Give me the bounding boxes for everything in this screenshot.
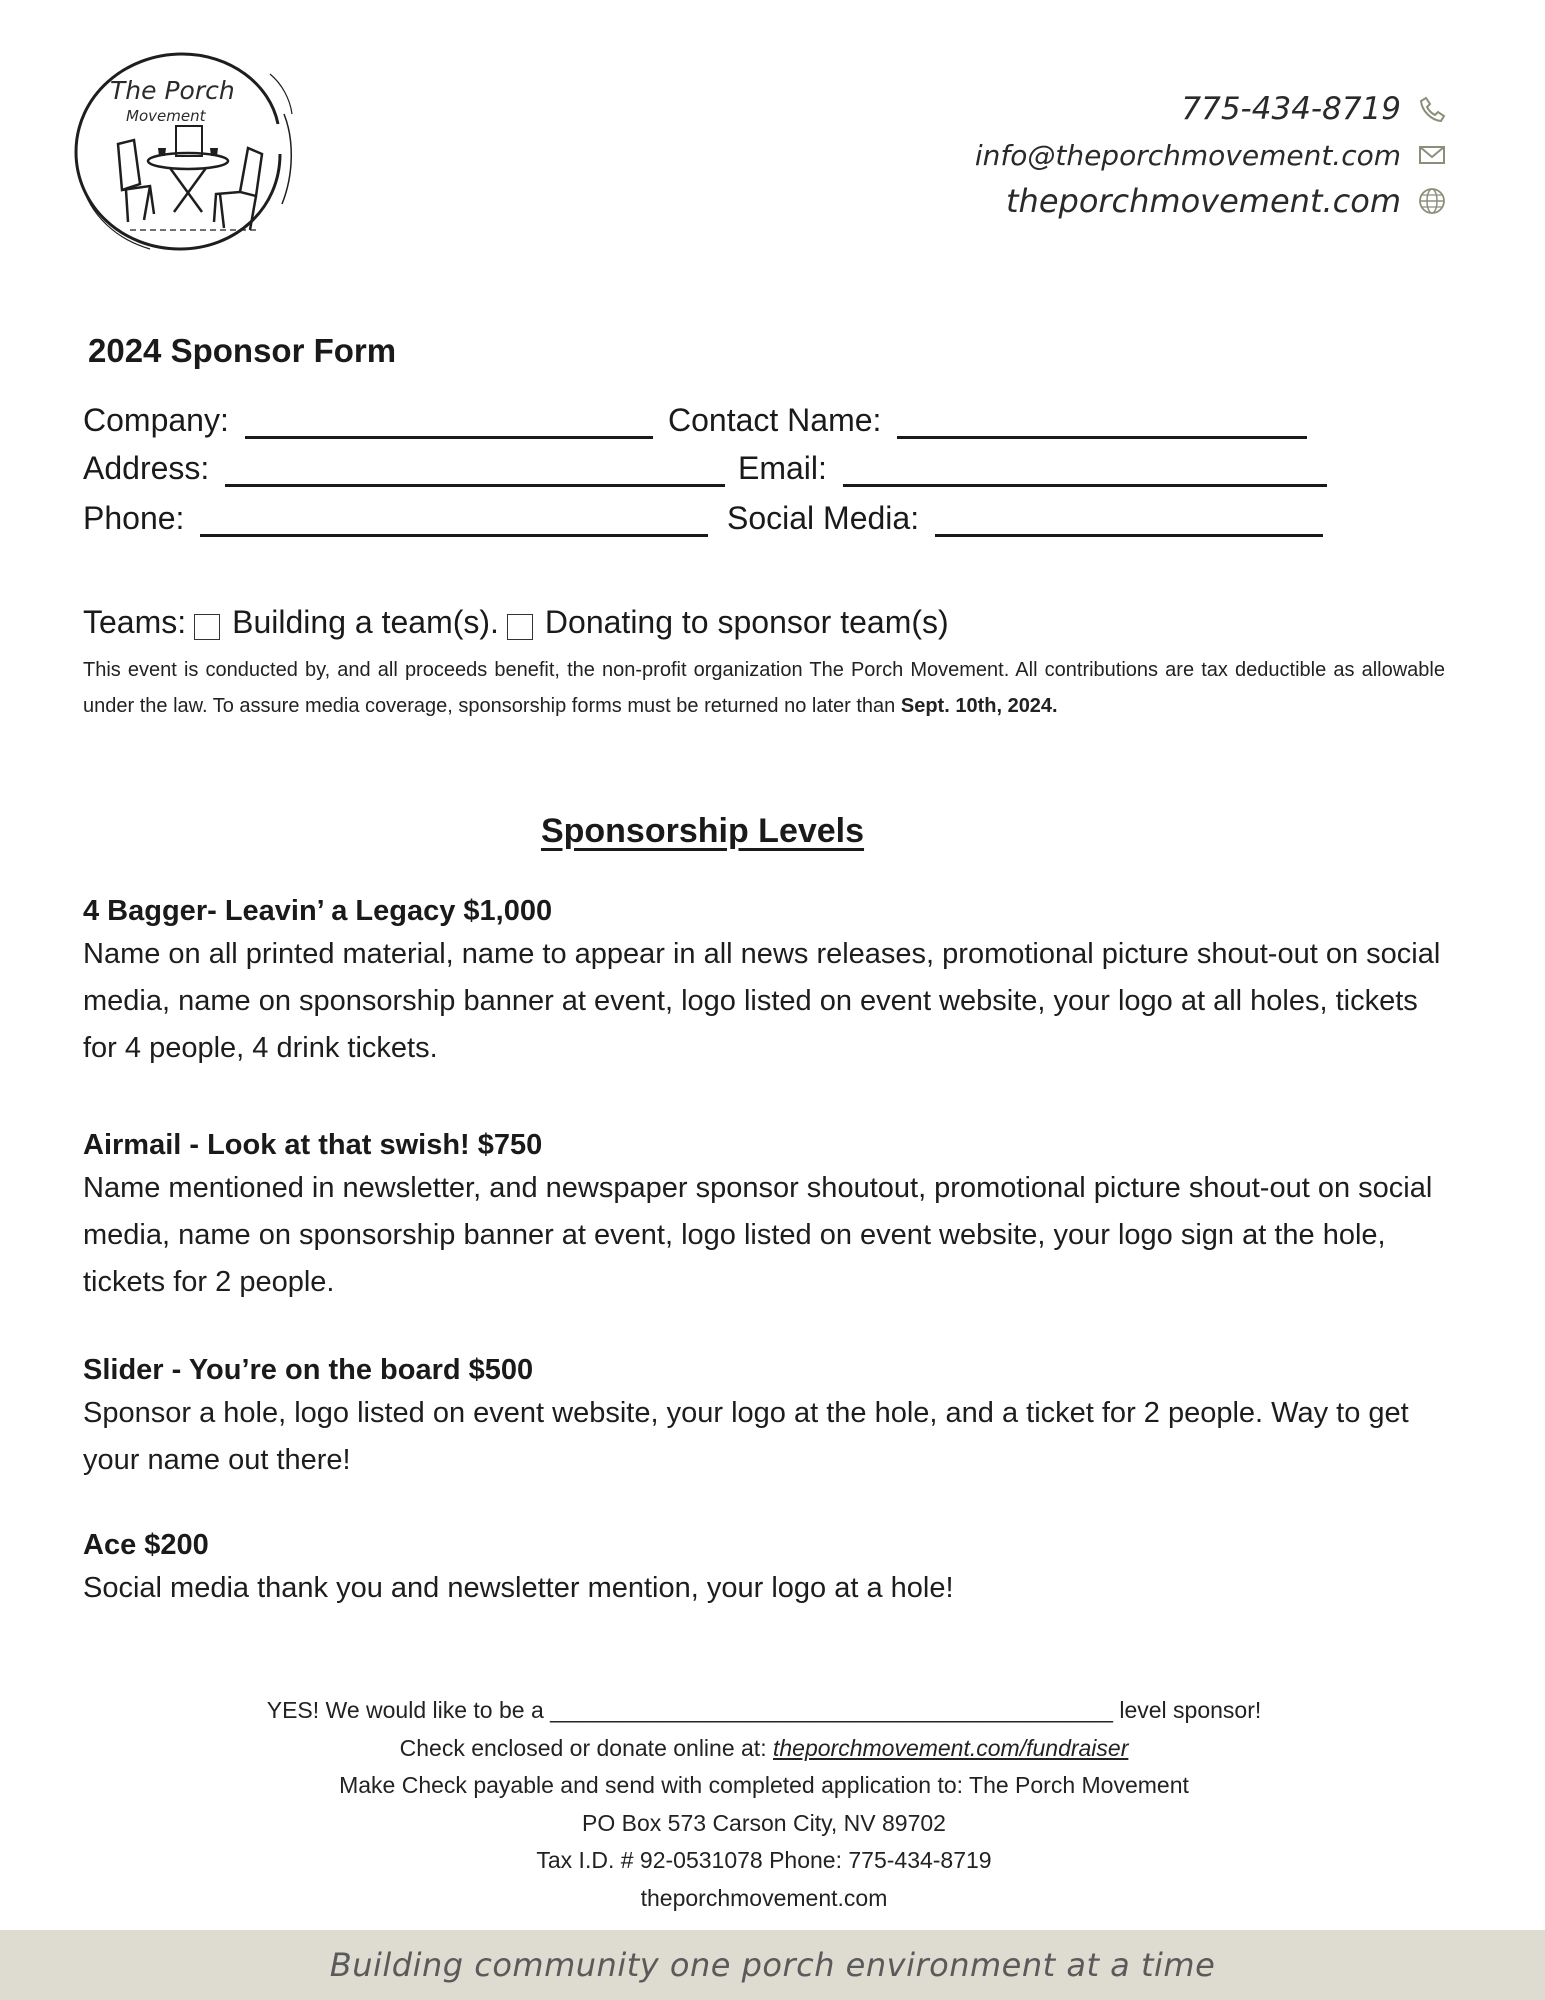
contact-name-field: [668, 402, 1307, 439]
phone-icon: [1417, 94, 1447, 124]
fundraiser-link[interactable]: theporchmovement.com/fundraiser: [772, 1734, 1129, 1761]
footer-tagline: Building community one porch environment at a time: [329, 1946, 1216, 1984]
contact-phone-row: [975, 86, 1447, 132]
phone-input-line[interactable]: [200, 500, 708, 537]
contact-phone: 775-434-8719: [1181, 91, 1401, 127]
sponsor-commitment-block: [0, 1692, 1528, 1917]
address-label: Address:: [83, 450, 210, 486]
teams-label: Teams:: [83, 604, 187, 640]
check-line: [0, 1730, 1528, 1768]
contact-block: [975, 86, 1447, 224]
phone-label: Phone:: [83, 500, 185, 536]
level-name: Ace $200: [83, 1529, 209, 1561]
level-description: Sponsor a hole, logo listed on event website, your logo at the hole, and a ticket for 2 people. Way to get your name out there!: [83, 1397, 1409, 1476]
mail-icon: [1417, 140, 1447, 170]
contact-email-row: [975, 132, 1447, 178]
social-media-label: Social Media:: [727, 500, 920, 536]
deadline-date: Sept. 10th, 2024.: [900, 695, 1058, 717]
level-item: [83, 1525, 1453, 1612]
social-media-field: [727, 500, 1323, 537]
address-input-line[interactable]: [225, 450, 725, 487]
teams-row: [83, 604, 949, 641]
payable-line: Make Check payable and send with completed application to: The Porch Movement: [339, 1772, 1189, 1798]
level-item: [83, 891, 1453, 1072]
contact-name-label: Contact Name:: [668, 402, 882, 438]
contact-website-row: [975, 178, 1447, 224]
company-field: [83, 402, 653, 439]
disclaimer-text: [83, 652, 1445, 724]
porch-movement-logo: [70, 44, 300, 264]
tax-id-line: Tax I.D. # 92-0531078 Phone: 775-434-8719: [536, 1847, 992, 1873]
level-name: 4 Bagger- Leavin’ a Legacy $1,000: [83, 895, 553, 927]
email-label: Email:: [738, 450, 827, 486]
donating-team-checkbox[interactable]: [507, 614, 533, 640]
globe-icon: [1417, 186, 1447, 216]
phone-field: [83, 500, 708, 537]
donating-team-label: Donating to sponsor team(s): [544, 604, 949, 640]
contact-email: info@theporchmovement.com: [974, 138, 1401, 172]
building-team-label: Building a team(s).: [232, 604, 499, 640]
level-description: Name on all printed material, name to appear in all news releases, promotional picture shout-out on social media, name on sponsorship banner at event, logo listed on event website, your logo at all holes, tickets for 4 people, 4 drink tickets.: [83, 938, 1441, 1064]
address-field: [83, 450, 725, 487]
email-field: [738, 450, 1327, 487]
footer-band: [0, 1930, 1545, 2000]
email-input-line[interactable]: [843, 450, 1327, 487]
logo-subtitle: Movement: [126, 107, 206, 125]
level-item: [83, 1125, 1453, 1306]
level-description: Name mentioned in newsletter, and newspaper sponsor shoutout, promotional picture shout-out on social media, name on sponsorship banner at event, logo listed on event website, your logo sign at the hole, tickets for 2 people.: [83, 1172, 1433, 1298]
logo-title: The Porch: [110, 76, 235, 105]
mailing-address: PO Box 573 Carson City, NV 89702: [582, 1809, 946, 1836]
contact-website: theporchmovement.com: [1005, 182, 1401, 220]
form-title: 2024 Sponsor Form: [88, 332, 397, 369]
building-team-checkbox[interactable]: [194, 614, 220, 640]
sponsorship-levels-title: Sponsorship Levels: [540, 812, 865, 850]
contact-name-input-line[interactable]: [897, 402, 1307, 439]
social-media-input-line[interactable]: [935, 500, 1323, 537]
level-description: Social media thank you and newsletter mention, your logo at a hole!: [83, 1572, 954, 1604]
bottom-website: theporchmovement.com: [640, 1884, 888, 1911]
level-name: Slider - You’re on the board $500: [83, 1354, 534, 1386]
disclaimer-body: This event is conducted by, and all proceeds benefit, the non-profit organization The Porch Movement. All contributions are tax deductible as allowable under the law. To assure media coverage, sponsorship forms must be returned no later than: [83, 659, 1445, 717]
check-prefix: Check enclosed or donate online at:: [399, 1734, 773, 1761]
company-input-line[interactable]: [245, 402, 653, 439]
yes-sponsor-line: YES! We would like to be a ____________________________________________ level sponsor!: [266, 1697, 1262, 1723]
level-name: Airmail - Look at that swish! $750: [83, 1129, 543, 1161]
company-label: Company:: [83, 402, 229, 438]
level-item: [83, 1350, 1453, 1484]
